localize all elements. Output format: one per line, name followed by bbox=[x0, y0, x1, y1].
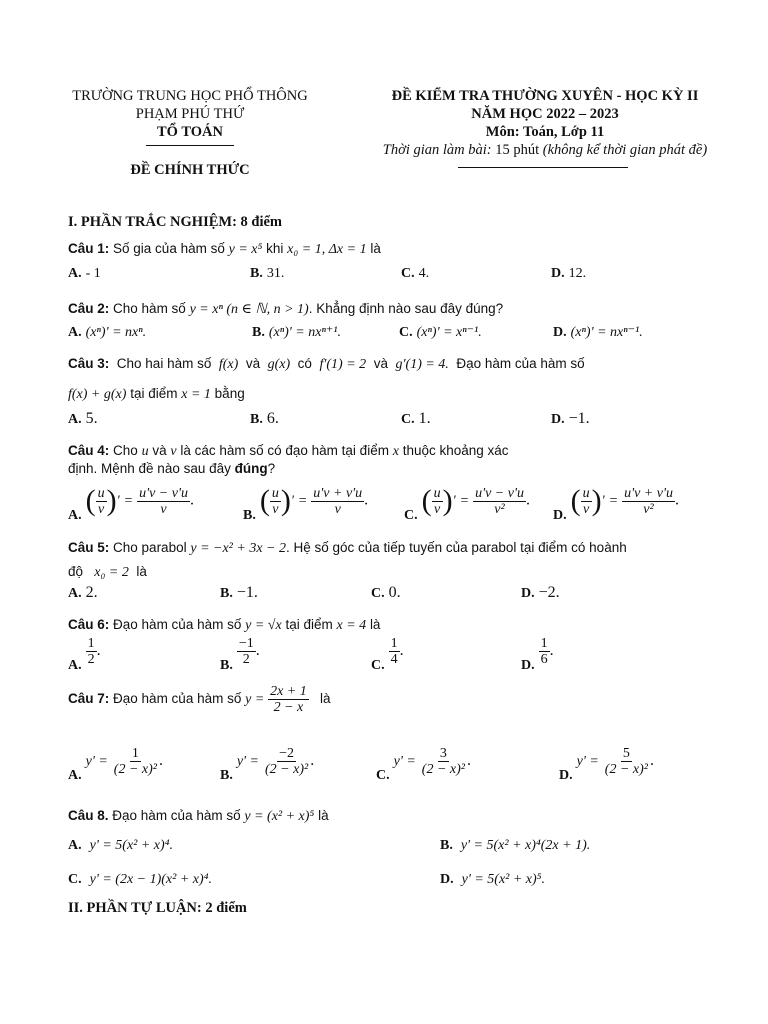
question-7: Câu 7: Đạo hàm của hàm số y = $\frac{2x + 1}{2 - x}$ là bbox=[68, 684, 331, 715]
q7-option-d[interactable]: D. y' = $\frac{5}{\text{(2 − x)²}}$ . bbox=[559, 746, 654, 784]
q2-option-d[interactable]: D. (xⁿ)' = nxⁿ⁻¹. bbox=[553, 325, 643, 340]
subject: Môn: Toán, Lớp 11 bbox=[485, 124, 605, 140]
q5-option-b[interactable]: B. −1. bbox=[220, 584, 258, 601]
q6-option-b[interactable]: B. $\frac{-1}{2}$ . bbox=[220, 636, 260, 674]
question-6: Câu 6: Đạo hàm của hàm số y = √x tại điểm x = 4 là bbox=[68, 617, 381, 633]
school-name-line1: TRƯỜNG TRUNG HỌC PHỔ THÔNG bbox=[72, 88, 308, 104]
q7-option-a[interactable]: A. y' = $\frac{1}{\text{(2 − x)²}}$ . bbox=[68, 746, 163, 784]
section-multiple-choice: I. PHẦN TRẮC NGHIỆM: 8 điểm bbox=[68, 214, 283, 230]
q4-option-d[interactable]: D. ( $\frac{u}{v}$ )' = $\frac{u'v + v'u}{\text{v²}}$ . bbox=[553, 484, 679, 523]
q1-option-d[interactable]: D. 12. bbox=[551, 266, 587, 281]
official-label: ĐỀ CHÍNH THỨC bbox=[130, 162, 250, 178]
q3-option-a[interactable]: A. 5. bbox=[68, 410, 98, 427]
school-name-line2: PHẠM PHÚ THỨ bbox=[135, 106, 245, 122]
q1-option-b[interactable]: B. 31. bbox=[250, 266, 285, 281]
time-limit: Thời gian làm bài: 15 phút (không kể thời gian phát đề) bbox=[382, 142, 708, 158]
q6-option-d[interactable]: D. $\frac{1}{6}$ . bbox=[521, 636, 554, 674]
q1-option-c[interactable]: C. 4. bbox=[401, 266, 430, 281]
question-3-line1: Câu 3: Cho hai hàm số f(x) và g(x) có f′(1) = 2 và g′(1) = 4. Đạo hàm của hàm số bbox=[68, 356, 585, 372]
q7-option-b[interactable]: B. y' = $\frac{-2}{\text{(2 − x)²}}$ . bbox=[220, 746, 315, 784]
q3-option-d[interactable]: D. −1. bbox=[551, 410, 590, 427]
section-essay: II. PHẦN TỰ LUẬN: 2 điểm bbox=[68, 900, 247, 916]
q2-option-c[interactable]: C. (xⁿ)' = xⁿ⁻¹. bbox=[399, 325, 482, 340]
header-underline-right bbox=[458, 167, 628, 168]
question-5-line1: Câu 5: Cho parabol y = −x² + 3x − 2. Hệ số góc của tiếp tuyến của parabol tại điểm có hoành bbox=[68, 540, 627, 556]
q8-option-c[interactable]: C. y' = (2x − 1)(x² + x)⁴. bbox=[68, 872, 213, 887]
question-8: Câu 8. Đạo hàm của hàm số y = (x² + x)⁵ là bbox=[68, 808, 329, 824]
q2-option-a[interactable]: A. (xⁿ)' = nxⁿ. bbox=[68, 325, 147, 340]
q2-option-b[interactable]: B. (xⁿ)' = nxⁿ⁺¹. bbox=[252, 325, 341, 340]
q1-option-a[interactable]: A. - 1 bbox=[68, 266, 101, 281]
header-underline-left bbox=[146, 145, 234, 146]
question-5-line2: độ x₀ = 2 là bbox=[68, 564, 147, 580]
department: TỔ TOÁN bbox=[157, 124, 223, 140]
question-4-line2: định. Mệnh đề nào sau đây đúng? bbox=[68, 461, 276, 476]
q4-option-c[interactable]: C. ( $\frac{u}{v}$ )' = $\frac{u'v - v'u}{\text{v²}}$ . bbox=[404, 484, 530, 523]
q3-option-c[interactable]: C. 1. bbox=[401, 410, 431, 427]
q8-option-d[interactable]: D. y' = 5(x² + x)⁵. bbox=[440, 872, 546, 887]
q7-option-c[interactable]: C. y' = $\frac{3}{\text{(2 − x)²}}$ . bbox=[376, 746, 471, 784]
q4-option-a[interactable]: A. ( $\frac{u}{v}$ )' = $\frac{u'v - v'u}{v}$ . bbox=[68, 484, 194, 523]
q5-option-c[interactable]: C. 0. bbox=[371, 584, 401, 601]
q3-option-b[interactable]: B. 6. bbox=[250, 410, 279, 427]
question-4-line1: Câu 4: Cho u và v là các hàm số có đạo hàm tại điểm x thuộc khoảng xác bbox=[68, 443, 509, 459]
q5-option-d[interactable]: D. −2. bbox=[521, 584, 560, 601]
school-year: NĂM HỌC 2022 – 2023 bbox=[471, 106, 619, 122]
q6-option-a[interactable]: A. $\frac{1}{2}$ . bbox=[68, 636, 101, 674]
question-1: Câu 1: Số gia của hàm số y = x⁵ khi x₀ = 1, Δx = 1 là bbox=[68, 241, 381, 257]
q5-option-a[interactable]: A. 2. bbox=[68, 584, 98, 601]
exam-title: ĐỀ KIỂM TRA THƯỜNG XUYÊN - HỌC KỲ II bbox=[391, 88, 699, 104]
question-3-line2: f(x) + g(x) tại điểm x = 1 bằng bbox=[68, 386, 245, 402]
q6-option-c[interactable]: C. $\frac{1}{4}$ . bbox=[371, 636, 404, 674]
q8-option-a[interactable]: A. y' = 5(x² + x)⁴. bbox=[68, 838, 174, 853]
q4-option-b[interactable]: B. ( $\frac{u}{v}$ )' = $\frac{u'v + v'u}{v}$ . bbox=[243, 484, 369, 523]
q8-option-b[interactable]: B. y' = 5(x² + x)⁴(2x + 1). bbox=[440, 838, 591, 853]
question-2: Câu 2: Cho hàm số y = xⁿ (n ∈ ℕ, n > 1). Khẳng định nào sau đây đúng? bbox=[68, 301, 504, 317]
